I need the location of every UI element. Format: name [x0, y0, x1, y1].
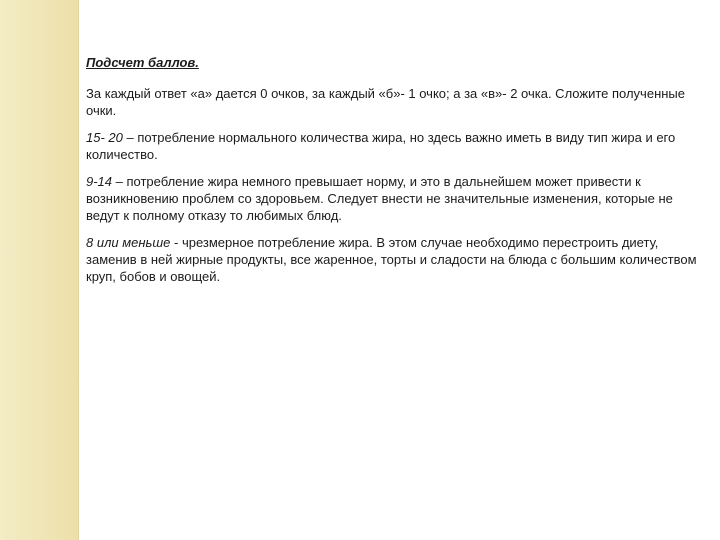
result-range: 9-14 — [86, 174, 113, 189]
result-text: – потребление жира немного превышает норму, и это в дальнейшем может привести к возникновению проблем со здоровьем. Следует внести не значительные изменения, которые не ведут к полному отказу то любимых блюд. — [86, 174, 673, 223]
side-accent-bar — [0, 0, 79, 540]
result-paragraph-9-14 — [86, 173, 701, 224]
result-text: – потребление нормального количества жира, но здесь важно иметь в виду тип жира и его количество. — [86, 130, 676, 162]
slide-content — [86, 54, 701, 295]
result-text: - чрезмерное потребление жира. В этом случае необходимо перестроить диету, заменив в ней жирные продукты, все жаренное, торты и сладости на блюда с большим количеством круп, бобов и овощей. — [86, 235, 697, 284]
result-paragraph-15-20 — [86, 129, 701, 163]
slide-title: Подсчет баллов. — [86, 55, 199, 70]
result-range: 8 или меньше — [86, 235, 171, 250]
result-paragraph-8-or-less — [86, 234, 701, 285]
result-range: 15- 20 — [86, 130, 123, 145]
intro-paragraph: За каждый ответ «а» дается 0 очков, за каждый «б»- 1 очко; а за «в»- 2 очка. Сложите полученные очки. — [86, 86, 685, 118]
